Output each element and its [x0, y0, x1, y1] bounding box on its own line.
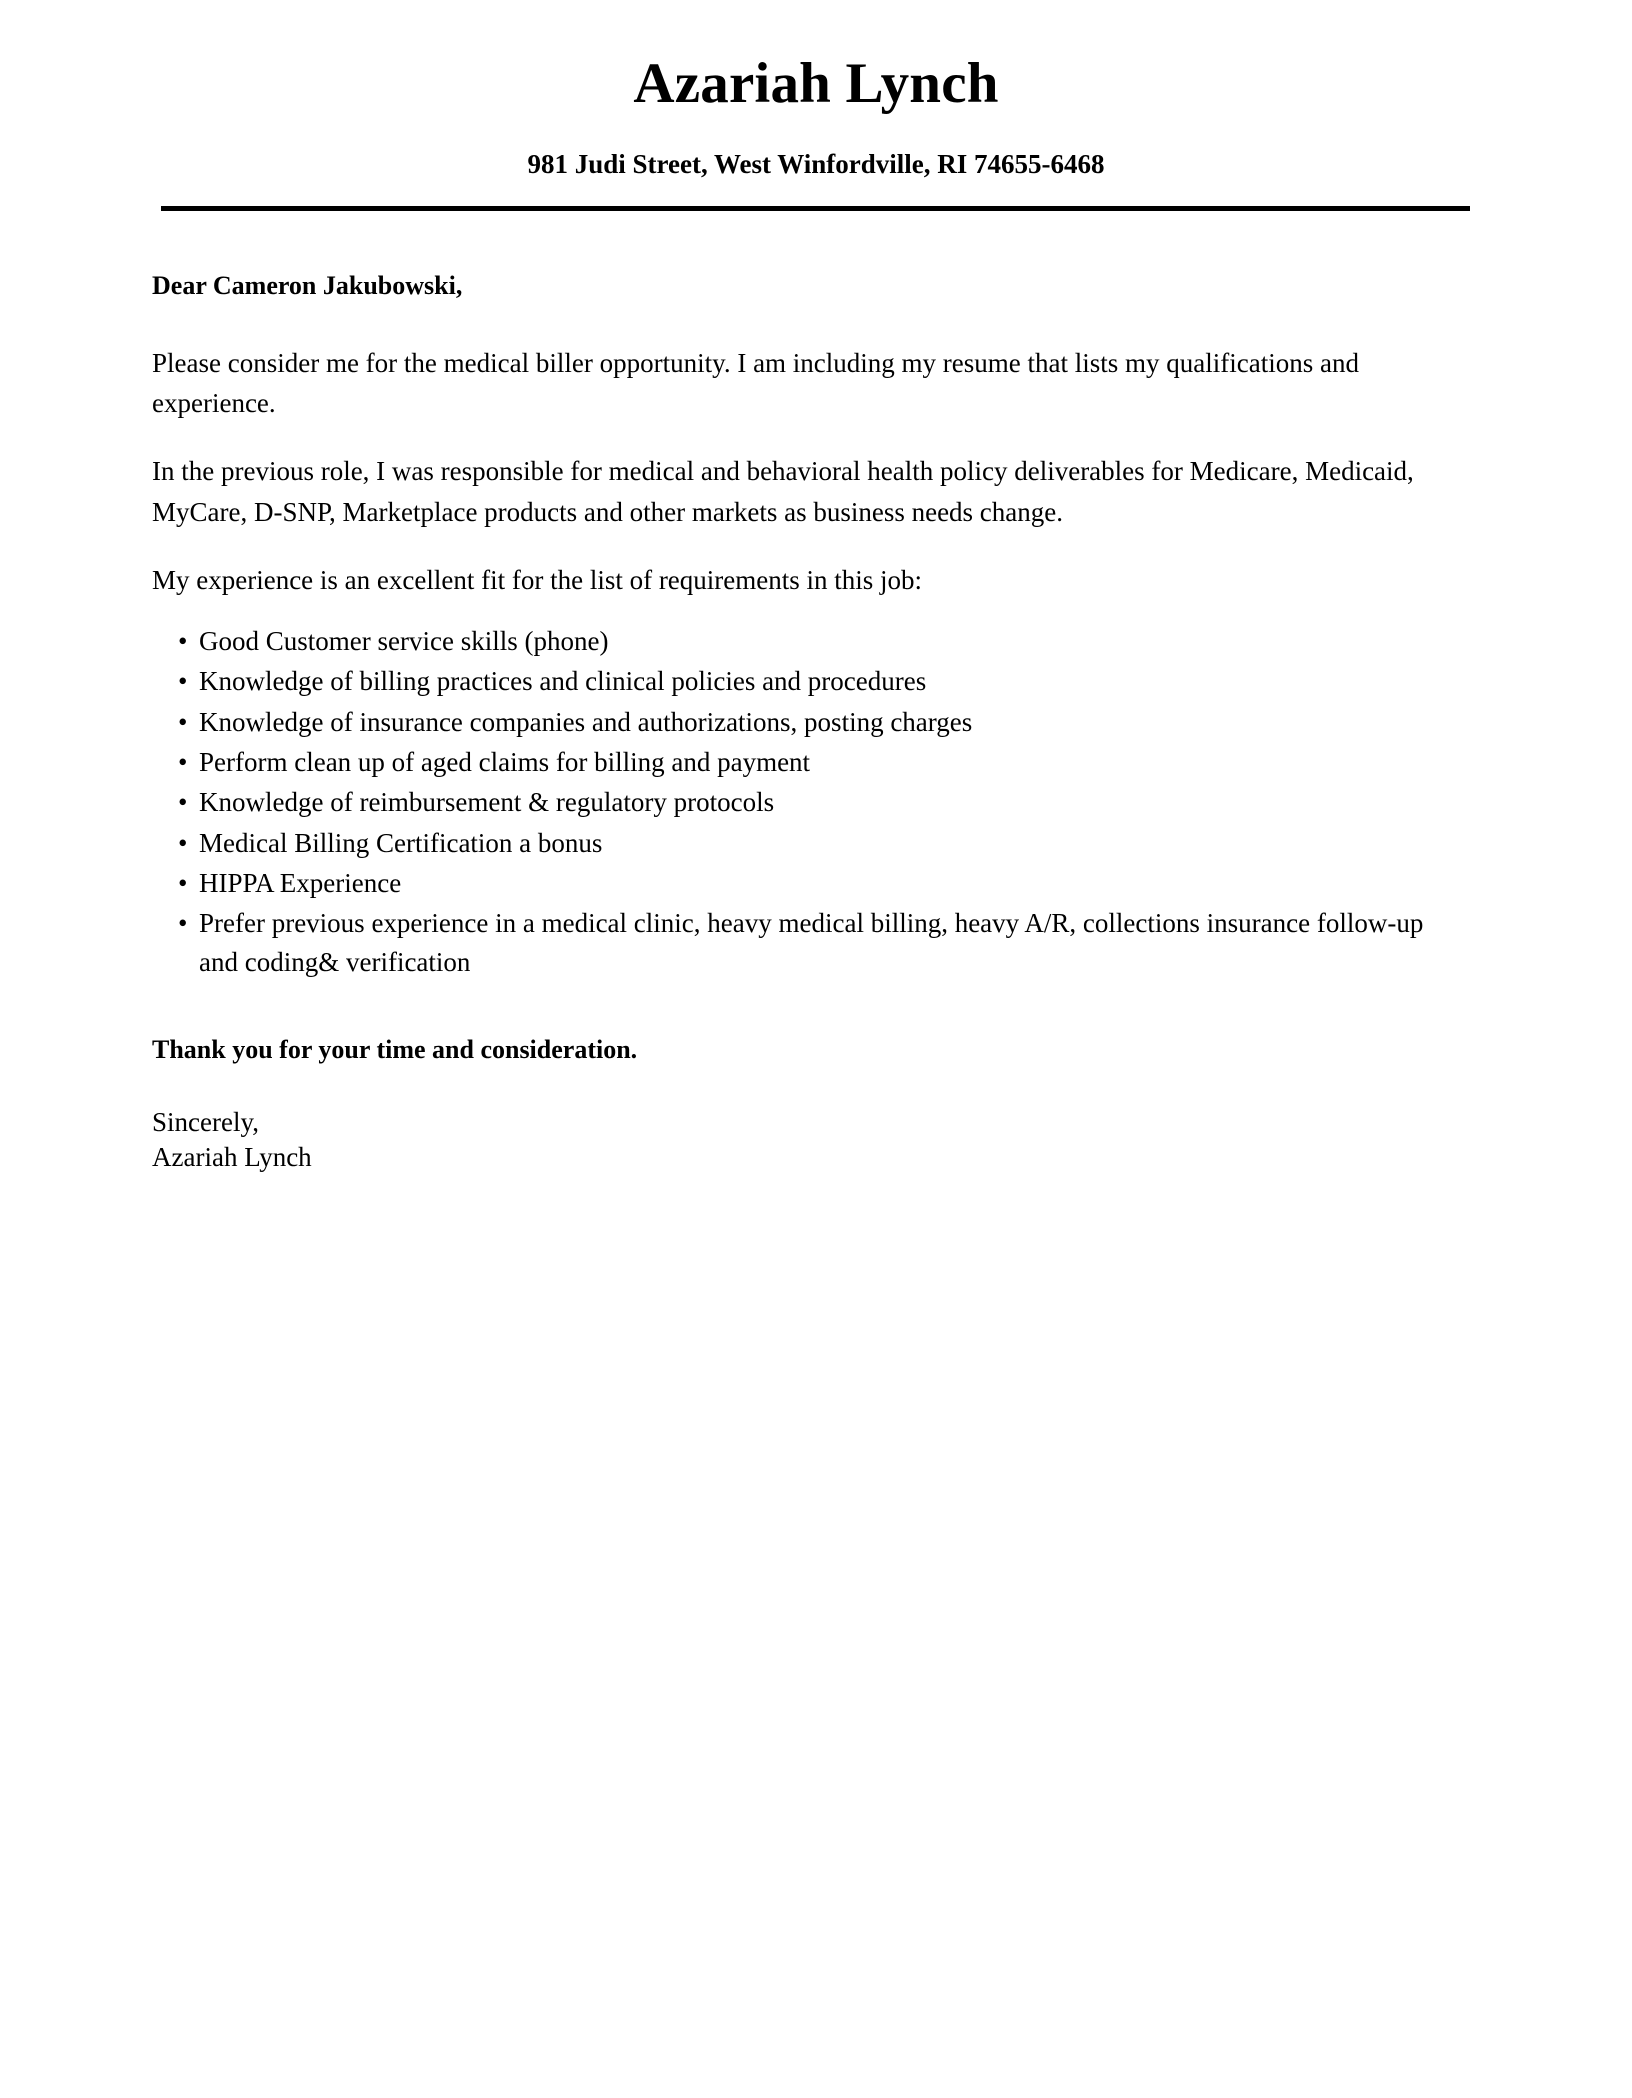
list-item: [152, 783, 1429, 821]
list-item: [152, 622, 1429, 660]
list-item-label: Good Customer service skills (phone): [199, 626, 609, 657]
letter-body: [0, 211, 1632, 1176]
bullet-icon: •: [178, 868, 188, 899]
list-item-label: Medical Billing Certification a bonus: [199, 827, 603, 858]
list-item: [152, 904, 1429, 981]
applicant-address: 981 Judi Street, West Winfordville, RI 74655-6468: [527, 148, 1105, 179]
requirements-list: [152, 622, 1486, 981]
bullet-icon: •: [178, 706, 188, 737]
bullet-icon: •: [178, 908, 188, 939]
signature-block: [152, 1105, 1486, 1176]
list-item-label: Knowledge of insurance companies and authorizations, posting charges: [199, 706, 973, 737]
bullet-icon: •: [178, 626, 188, 657]
salutation: Dear Cameron Jakubowski,: [152, 271, 463, 301]
bullet-icon: •: [178, 666, 188, 697]
bullet-icon: •: [178, 787, 188, 818]
signoff-closing: Sincerely,: [152, 1106, 259, 1137]
letterhead: [0, 0, 1632, 211]
list-item: [152, 864, 1429, 902]
signoff-name: Azariah Lynch: [152, 1142, 312, 1173]
closing-thanks: Thank you for your time and consideration.: [152, 1035, 638, 1065]
list-item: [152, 824, 1429, 862]
list-item-label: Knowledge of reimbursement & regulatory protocols: [199, 787, 775, 818]
letter-content: [152, 269, 1486, 1176]
list-item-label: Prefer previous experience in a medical clinic, heavy medical billing, heavy A/R, collections insurance follow-up and coding& verification: [199, 908, 1424, 977]
bullet-icon: •: [178, 827, 188, 858]
list-item: [152, 662, 1429, 700]
list-item: [152, 703, 1429, 741]
body-paragraph-1: Please consider me for the medical biller opportunity. I am including my resume that lists my qualifications and experience.: [152, 348, 1359, 419]
bullet-icon: •: [178, 747, 188, 778]
page-title: Azariah Lynch: [633, 52, 999, 115]
body-paragraph-2: In the previous role, I was responsible for medical and behavioral health policy deliverables for Medicare, Medicaid, MyCare, D-SNP, Marketplace products and other markets as business needs change.: [152, 456, 1414, 527]
list-item-label: Perform clean up of aged claims for billing and payment: [199, 747, 811, 778]
list-item-label: Knowledge of billing practices and clinical policies and procedures: [199, 666, 927, 697]
list-item-label: HIPPA Experience: [199, 868, 402, 899]
list-item: [152, 743, 1429, 781]
body-paragraph-3: My experience is an excellent fit for the list of requirements in this job:: [152, 564, 923, 595]
